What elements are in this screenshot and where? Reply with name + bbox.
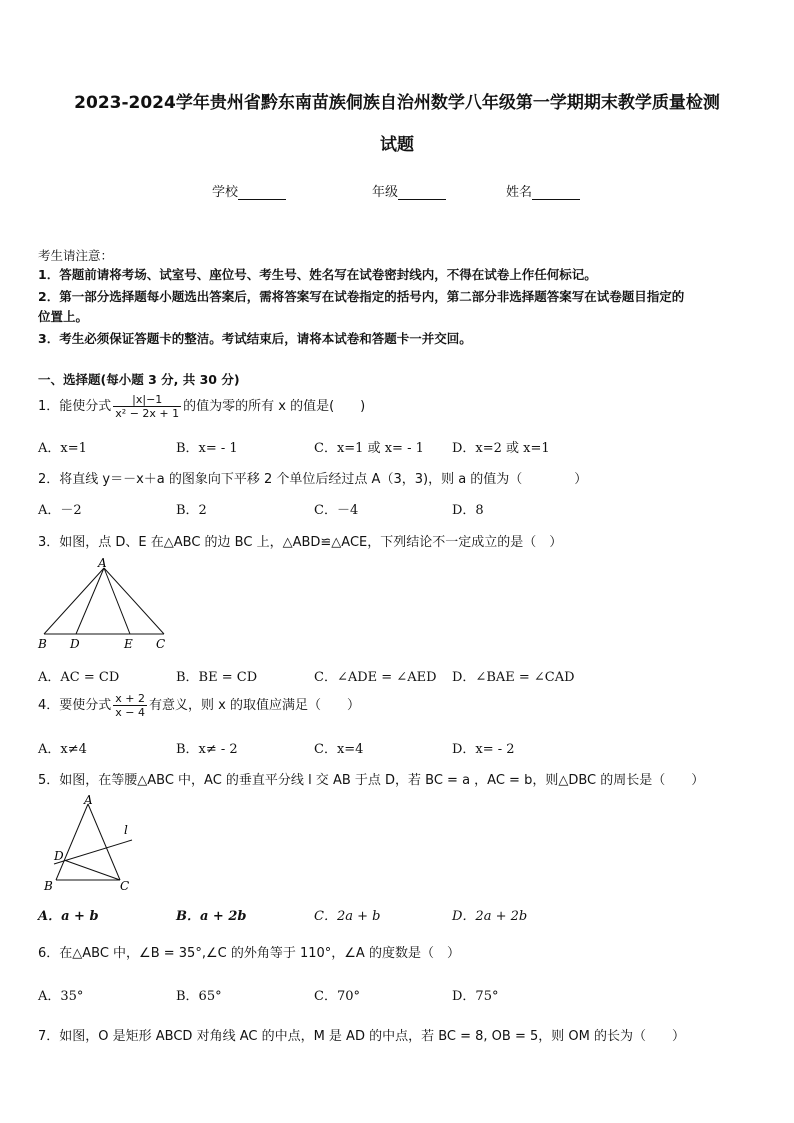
q6-option-c: C．70° bbox=[314, 989, 360, 1004]
q5-segment-ab bbox=[56, 804, 88, 880]
question-6: 6．在△ABC 中，∠B = 35°,∠C 的外角等于 110°，∠A 的度数是（ ） bbox=[38, 946, 460, 961]
school-label: 学校 bbox=[212, 185, 239, 200]
q4-suffix: 有意义，则 x 的取值应满足（ ） bbox=[149, 698, 360, 713]
q1-option-c: C．x=1 或 x= - 1 bbox=[314, 441, 424, 456]
q1-denominator: x² − 2x + 1 bbox=[115, 407, 180, 420]
question-5: 5．如图，在等腰△ABC 中，AC 的垂直平分线 l 交 AB 于点 D，若 BC = a ，AC = b，则△DBC 的周长是（ ） bbox=[38, 773, 705, 788]
q4-option-d: D．x= - 2 bbox=[452, 742, 515, 757]
name-blank bbox=[532, 186, 580, 200]
notice-item: 1．答题前请将考场、试室号、座位号、考生号、姓名写在试卷密封线内，不得在试卷上作任何标记。 bbox=[38, 267, 597, 282]
question-7: 7．如图，O 是矩形 ABCD 对角线 AC 的中点，M 是 AD 的中点，若 BC = 8, OB = 5，则 OM 的长为（ ） bbox=[38, 1029, 685, 1044]
q5-label-a: A bbox=[84, 794, 93, 807]
question-3: 3．如图，点 D、E 在△ABC 的边 BC 上，△ABD≌△ACE，下列结论不一定成立的是（ ） bbox=[38, 535, 563, 550]
q3-label-c: C bbox=[156, 637, 166, 651]
notice-heading: 考生请注意： bbox=[38, 248, 114, 263]
name-field bbox=[506, 181, 580, 200]
q3-option-d: D．∠BAE = ∠CAD bbox=[452, 670, 575, 685]
q2-option-d: D．8 bbox=[452, 503, 484, 518]
question-4 bbox=[38, 692, 360, 719]
name-label: 姓名 bbox=[506, 185, 533, 200]
q6-option-b: B．65° bbox=[176, 989, 222, 1004]
q5-option-d: D．2a + 2b bbox=[452, 909, 528, 924]
q4-fraction bbox=[113, 692, 147, 719]
q1-option-a: A．x=1 bbox=[38, 441, 87, 456]
exam-title-line1: 2023-2024学年贵州省黔东南苗族侗族自治州数学八年级第一学期期末教学质量检测 bbox=[74, 93, 720, 113]
q5-option-b: B．a + 2b bbox=[176, 909, 247, 924]
question-1 bbox=[38, 393, 365, 420]
q3-triangle-figure bbox=[36, 558, 176, 654]
q4-option-a: A．x≠4 bbox=[38, 742, 87, 757]
school-blank bbox=[238, 186, 286, 200]
q1-suffix: 的值为零的所有 x 的值是( ) bbox=[183, 399, 366, 414]
q2-option-c: C．－4 bbox=[314, 503, 359, 518]
q6-option-d: D．75° bbox=[452, 989, 499, 1004]
q5-segment-ac bbox=[88, 804, 120, 880]
notice-item: 3．考生必须保证答题卡的整洁。考试结束后，请将本试卷和答题卡一并交回。 bbox=[38, 331, 472, 346]
q4-numerator: x + 2 bbox=[115, 692, 145, 705]
q3-label-e: E bbox=[124, 637, 133, 651]
q3-segment-ac bbox=[104, 568, 164, 634]
q5-bisector-l bbox=[54, 840, 132, 864]
q1-fraction bbox=[113, 393, 181, 420]
q1-option-b: B．x= - 1 bbox=[176, 441, 238, 456]
q5-label-b: B bbox=[44, 879, 53, 893]
q5-isosceles-figure bbox=[40, 794, 150, 894]
question-2: 2．将直线 y＝－x＋a 的图象向下平移 2 个单位后经过点 A（3，3)，则 a 的值为（ ） bbox=[38, 472, 588, 487]
q3-segment-ae bbox=[104, 568, 130, 634]
q4-prefix: 4．要使分式 bbox=[38, 698, 112, 713]
exam-title-line2: 试题 bbox=[380, 135, 414, 155]
q4-option-b: B．x≠ - 2 bbox=[176, 742, 238, 757]
q1-numerator: |x|−1 bbox=[113, 393, 181, 407]
q3-segment-ab bbox=[44, 568, 104, 634]
q3-segment-ad bbox=[76, 568, 104, 634]
q3-option-b: B．BE = CD bbox=[176, 670, 258, 685]
grade-blank bbox=[398, 186, 446, 200]
q1-prefix: 1．能使分式 bbox=[38, 399, 112, 414]
q6-option-a: A．35° bbox=[38, 989, 84, 1004]
grade-field bbox=[372, 181, 446, 200]
grade-label: 年级 bbox=[372, 185, 399, 200]
q4-denominator: x − 4 bbox=[115, 706, 145, 719]
q3-label-d: D bbox=[70, 637, 80, 651]
q5-label-d: D bbox=[54, 849, 64, 863]
q5-option-a: A．a + b bbox=[38, 909, 99, 924]
q5-label-c: C bbox=[120, 879, 130, 893]
q3-label-a: A bbox=[98, 558, 107, 570]
q5-label-l: l bbox=[124, 823, 128, 837]
q3-label-b: B bbox=[38, 637, 47, 651]
notice-item: 2．第一部分选择题每小题选出答案后，需将答案写在试卷指定的括号内，第二部分非选择题答案写在试卷题目指定的 bbox=[38, 289, 685, 304]
q5-segment-dc bbox=[64, 860, 120, 880]
section-heading: 一、选择题(每小题 3 分, 共 30 分) bbox=[38, 372, 240, 387]
q1-option-d: D．x=2 或 x=1 bbox=[452, 441, 550, 456]
notice-item: 位置上。 bbox=[38, 309, 89, 324]
q3-option-a: A．AC = CD bbox=[38, 670, 120, 685]
q5-option-c: C．2a + b bbox=[314, 909, 381, 924]
q4-option-c: C．x=4 bbox=[314, 742, 364, 757]
school-field bbox=[212, 181, 286, 200]
q3-option-c: C．∠ADE = ∠AED bbox=[314, 670, 437, 685]
q2-option-a: A．－2 bbox=[38, 503, 82, 518]
q2-option-b: B．2 bbox=[176, 503, 207, 518]
